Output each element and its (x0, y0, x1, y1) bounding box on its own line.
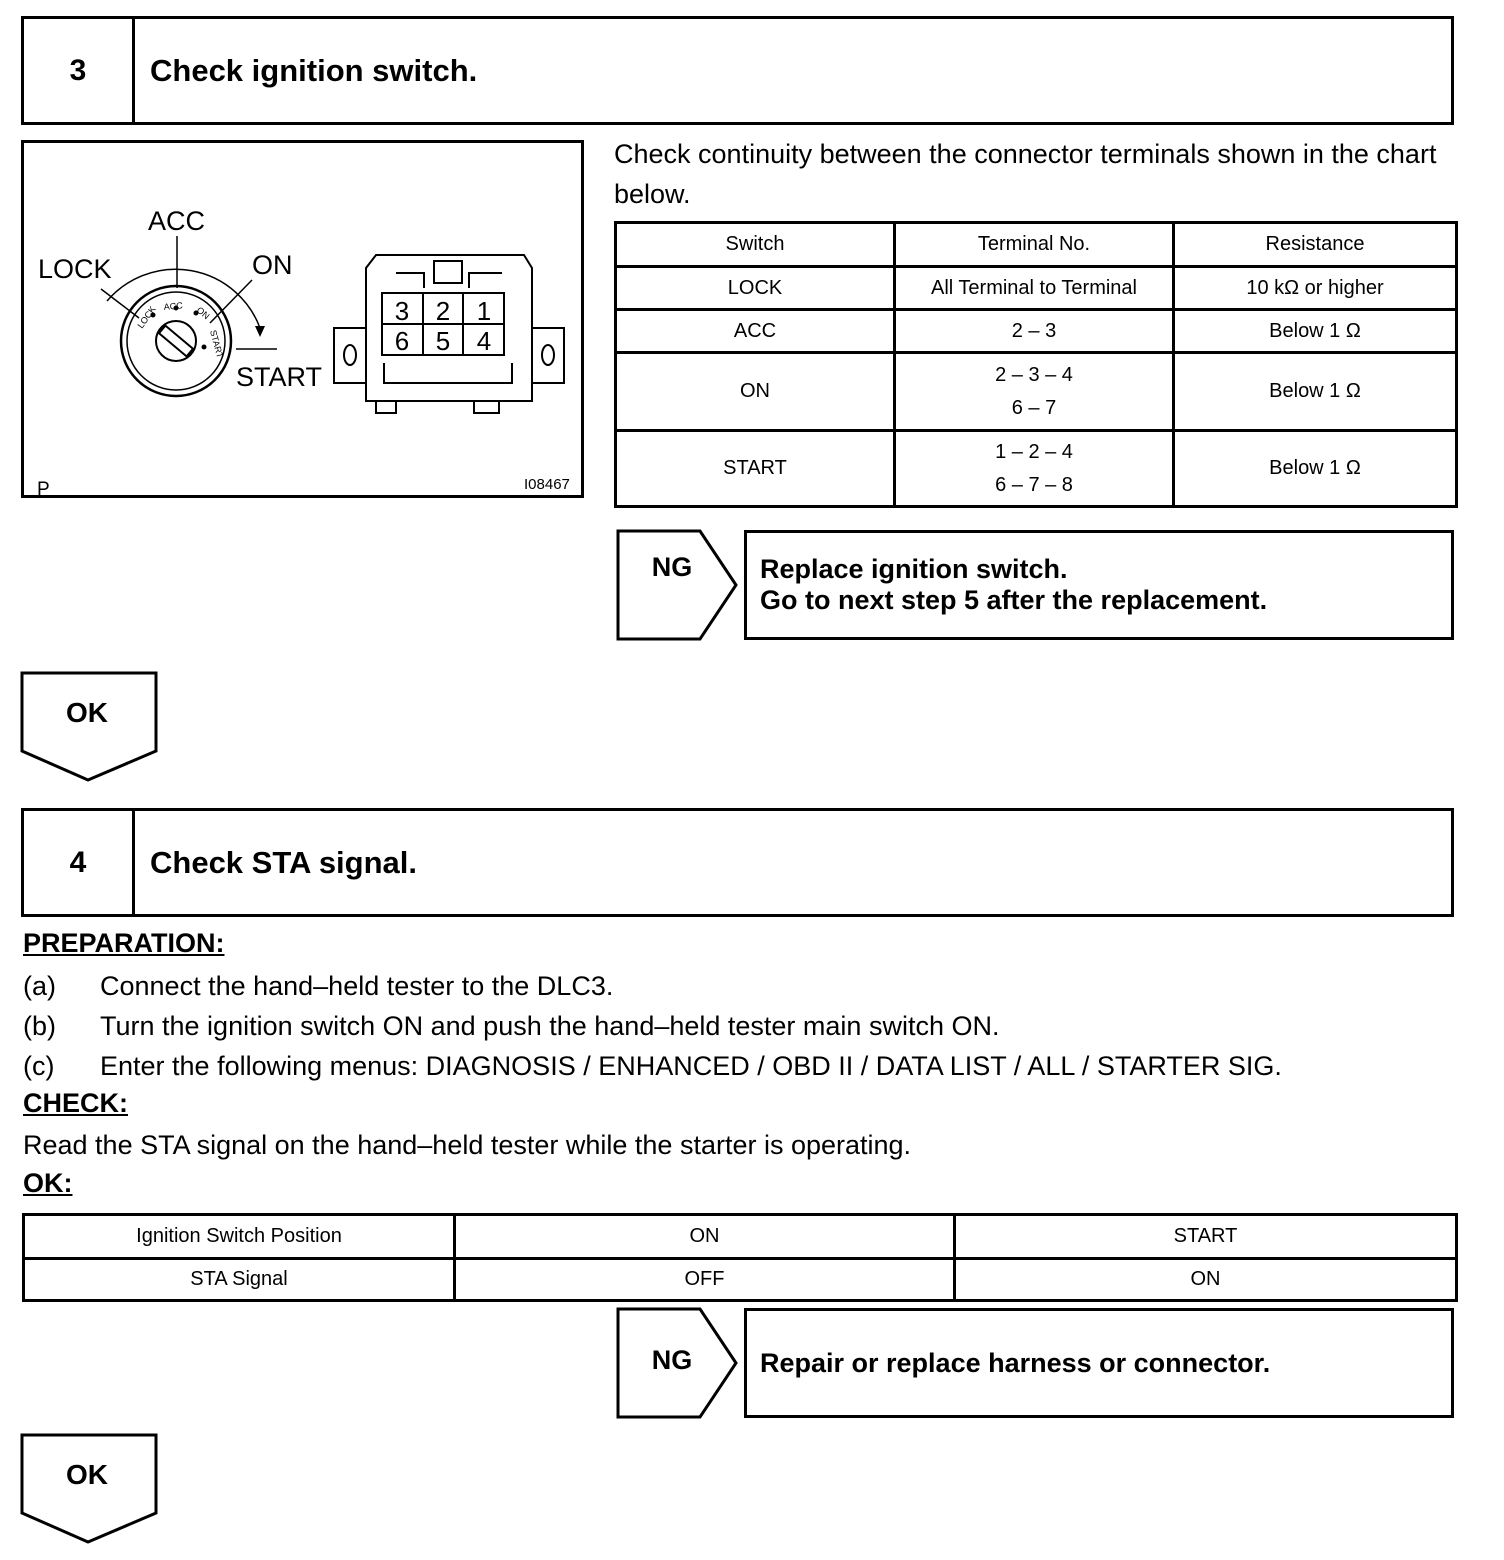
step3-instruction: Check continuity between the connector terminals shown in the chart below. (614, 139, 1437, 209)
cell-switch: START (616, 431, 895, 507)
step4-ng-result (744, 1308, 1454, 1418)
cell-position-label: Ignition Switch Position (24, 1215, 455, 1259)
cell-resistance: Below 1 Ω (1174, 431, 1457, 507)
cell-terminal-line1: 2 – 3 – 4 (995, 363, 1073, 386)
header-terminal: Terminal No. (895, 223, 1174, 267)
step3-number: 3 (24, 19, 135, 122)
terminal-3: 3 (394, 296, 410, 326)
ng-result-line1: Replace ignition switch. (760, 554, 1068, 584)
prep-text: Enter the following menus: DIAGNOSIS / ENHANCED / OBD II / DATA LIST / ALL / STARTER SIG. (100, 1051, 1282, 1081)
prep-marker: (b) (23, 1011, 56, 1041)
step4-ok-label: OK (66, 1459, 108, 1490)
cell-sta-on: ON (955, 1259, 1457, 1301)
table-row (616, 353, 1457, 431)
cell-switch: ON (616, 353, 895, 431)
ignition-switch-illustration (21, 140, 584, 498)
prep-item-b (23, 1006, 1483, 1046)
check-heading: CHECK: (23, 1088, 128, 1118)
lock-label: LOCK (38, 254, 112, 284)
on-label: ON (252, 250, 293, 280)
cell-sta-label: STA Signal (24, 1259, 455, 1301)
step3-ng-label: NG (651, 552, 693, 582)
step4-header (21, 808, 1454, 917)
terminal-5: 5 (435, 326, 451, 356)
table-row (616, 431, 1457, 507)
ng-arrow-icon (616, 529, 742, 641)
step3-title: Check ignition switch. (150, 52, 478, 88)
terminal-6: 6 (394, 326, 410, 356)
prep-text: Turn the ignition switch ON and push the hand–held tester main switch ON. (100, 1011, 1000, 1041)
preparation-heading: PREPARATION: (23, 928, 225, 958)
sta-signal-table (22, 1213, 1458, 1302)
prep-item-a (23, 966, 1483, 1006)
ng-result-text: Repair or replace harness or connector. (760, 1347, 1271, 1378)
check-text: Read the STA signal on the hand–held tester while the starter is operating. (23, 1130, 912, 1160)
terminal-1: 1 (476, 296, 492, 326)
prep-marker: (a) (23, 971, 56, 1001)
ring-on-label: ON (194, 304, 212, 322)
table-row (24, 1259, 1457, 1301)
step3-header (21, 16, 1454, 125)
continuity-table (614, 221, 1458, 508)
cell-resistance: Below 1 Ω (1174, 353, 1457, 431)
prep-text: Connect the hand–held tester to the DLC3. (100, 971, 614, 1001)
cell-resistance: Below 1 Ω (1174, 310, 1457, 353)
step4-number: 4 (24, 811, 135, 914)
cell-terminal (895, 353, 1174, 431)
table-row (24, 1215, 1457, 1259)
terminal-2: 2 (435, 296, 451, 326)
header-resistance: Resistance (1174, 223, 1457, 267)
cell-terminal-line1: 1 – 2 – 4 (995, 440, 1073, 463)
cell-resistance: 10 kΩ or higher (1174, 267, 1457, 310)
cell-position-start: START (955, 1215, 1457, 1259)
terminal-4: 4 (476, 326, 492, 356)
ring-start-label: START (208, 328, 226, 360)
figure-code: I08467 (524, 476, 570, 493)
ng-result-line2: Go to next step 5 after the replacement. (760, 585, 1268, 615)
table-row (616, 267, 1457, 310)
header-switch: Switch (616, 223, 895, 267)
ring-acc-label: ACC (163, 300, 184, 312)
cell-position-on: ON (455, 1215, 955, 1259)
step4-title: Check STA signal. (150, 844, 418, 880)
table-row (616, 310, 1457, 353)
ok-heading: OK: (23, 1168, 73, 1198)
table-header-row (616, 223, 1457, 267)
step4-ng-label: NG (651, 1345, 693, 1375)
ignition-switch-diagram (24, 143, 581, 495)
ring-lock-label: LOCK (135, 304, 158, 331)
cell-switch: ACC (616, 310, 895, 353)
prep-item-c (23, 1046, 1493, 1086)
prep-marker: (c) (23, 1051, 55, 1081)
acc-label: ACC (148, 206, 206, 236)
cell-terminal (895, 431, 1174, 507)
cell-terminal: All Terminal to Terminal (895, 267, 1174, 310)
step3-ng-result (744, 530, 1454, 640)
cell-sta-off: OFF (455, 1259, 955, 1301)
cell-terminal: 2 – 3 (895, 310, 1174, 353)
start-label: START (236, 362, 323, 392)
corner-letter: P (37, 479, 50, 495)
cell-terminal-line2: 6 – 7 (1011, 396, 1057, 419)
cell-switch: LOCK (616, 267, 895, 310)
cell-terminal-line2: 6 – 7 – 8 (995, 473, 1073, 496)
step3-ok-label: OK (66, 697, 108, 728)
